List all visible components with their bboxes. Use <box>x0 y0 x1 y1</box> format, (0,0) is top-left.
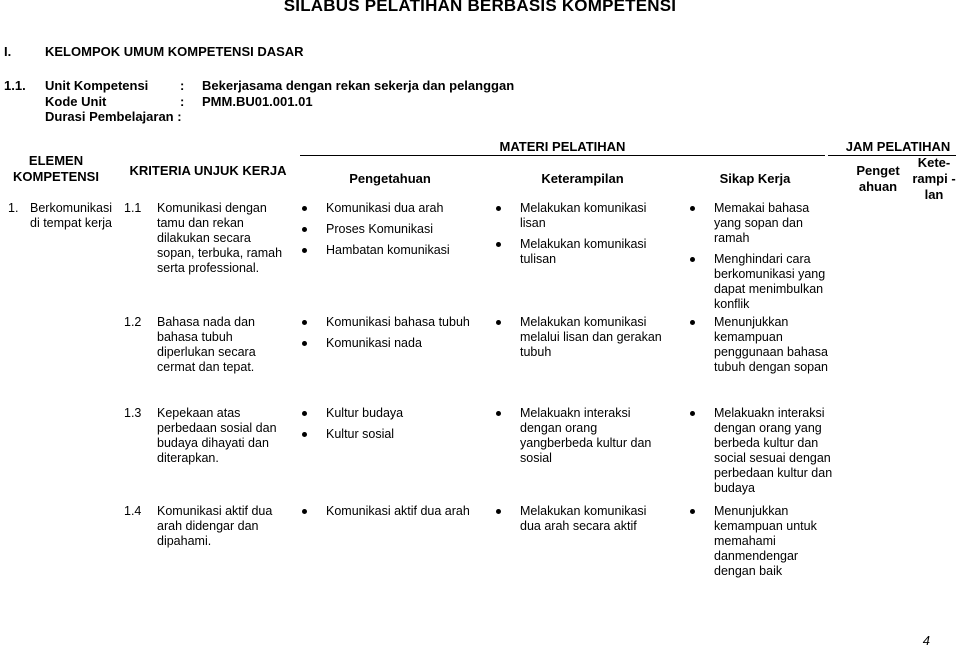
header-kriteria: KRITERIA UNJUK KERJA <box>129 163 287 178</box>
list-item: Menunjukkan kemampuan penggunaan bahasa tubuh dengan sopan <box>688 315 838 375</box>
kuk-text: Komunikasi aktif dua arah didengar dan dipahami. <box>157 504 273 548</box>
pengetahuan-list <box>300 201 485 264</box>
sikap-list <box>688 406 838 502</box>
header-jam-pengetahuan: Penget ahuan <box>856 163 900 194</box>
code-colon: : <box>180 94 185 109</box>
unit-number: 1.1. <box>4 78 26 93</box>
sikap-list <box>688 504 838 585</box>
list-item: Kultur budaya <box>300 406 485 421</box>
list-item: Proses Komunikasi <box>300 222 485 237</box>
list-item: Melakukan komunikasi lisan <box>494 201 669 231</box>
list-item: Melakuakn interaksi dengan orang yangberbeda kultur dan sosial <box>494 406 669 466</box>
keterampilan-list <box>494 504 669 540</box>
list-item: Komunikasi nada <box>300 336 485 351</box>
pengetahuan-list <box>300 315 485 357</box>
list-item: Kultur sosial <box>300 427 485 442</box>
kuk-number: 1.2 <box>124 315 142 329</box>
pengetahuan-list <box>300 406 485 448</box>
list-item: Melakukan komunikasi tulisan <box>494 237 669 267</box>
list-item: Menunjukkan kemampuan untuk memahami danmendengar dengan baik <box>688 504 838 579</box>
list-item: Komunikasi aktif dua arah <box>300 504 485 519</box>
pengetahuan-list <box>300 504 485 525</box>
duration-label: Durasi Pembelajaran : <box>45 109 182 124</box>
materi-underline <box>300 155 825 156</box>
header-keterampilan: Keterampilan <box>541 171 624 186</box>
list-item: Melakuakn interaksi dengan orang yang berbeda kultur dan social sesuai dengan perbedaan kultur dan budaya <box>688 406 838 496</box>
code-label: Kode Unit <box>45 94 107 109</box>
keterampilan-list <box>494 201 669 273</box>
header-pengetahuan: Pengetahuan <box>349 171 431 186</box>
list-item: Komunikasi dua arah <box>300 201 485 216</box>
header-jam: JAM PELATIHAN <box>845 139 951 154</box>
sikap-list <box>688 315 838 381</box>
header-jam-keterampilan: Kete- rampi -lan <box>912 155 956 202</box>
element-text: Berkomunikasi di tempat kerja <box>30 201 112 230</box>
code-value: PMM.BU01.001.01 <box>202 94 313 109</box>
header-elemen: ELEMEN KOMPETENSI <box>13 153 99 184</box>
header-sikap: Sikap Kerja <box>719 171 791 186</box>
kuk-text: Kepekaan atas perbedaan sosial dan budaya dihayati dan diterapkan. <box>157 406 277 465</box>
unit-label: Unit Kompetensi <box>45 78 149 93</box>
header-materi: MATERI PELATIHAN <box>499 139 626 154</box>
unit-colon: : <box>180 78 185 93</box>
list-item: Melakukan komunikasi dua arah secara aktif <box>494 504 669 534</box>
sikap-list <box>688 201 838 318</box>
page-number: 4 <box>922 633 930 648</box>
kuk-number: 1.1 <box>124 201 142 215</box>
list-item: Hambatan komunikasi <box>300 243 485 258</box>
element-number: 1. <box>8 201 19 215</box>
list-item: Memakai bahasa yang sopan dan ramah <box>688 201 838 246</box>
kuk-text: Bahasa nada dan bahasa tubuh diperlukan secara cermat dan tepat. <box>157 315 256 374</box>
list-item: Komunikasi bahasa tubuh <box>300 315 485 330</box>
page-title: SILABUS PELATIHAN BERBASIS KOMPETENSI <box>283 0 677 15</box>
section-number: I. <box>4 44 12 59</box>
keterampilan-list <box>494 315 669 366</box>
kuk-text: Komunikasi dengan tamu dan rekan dilakukan secara sopan, terbuka, ramah serta professional. <box>157 201 283 275</box>
list-item: Melakukan komunikasi melalui lisan dan gerakan tubuh <box>494 315 669 360</box>
keterampilan-list <box>494 406 669 472</box>
list-item: Menghindari cara berkomunikasi yang dapat menimbulkan konflik <box>688 252 838 312</box>
unit-value: Bekerjasama dengan rekan sekerja dan pelanggan <box>202 78 515 93</box>
kuk-number: 1.4 <box>124 504 142 518</box>
kuk-number: 1.3 <box>124 406 142 420</box>
section-label: KELOMPOK UMUM KOMPETENSI DASAR <box>45 44 304 59</box>
